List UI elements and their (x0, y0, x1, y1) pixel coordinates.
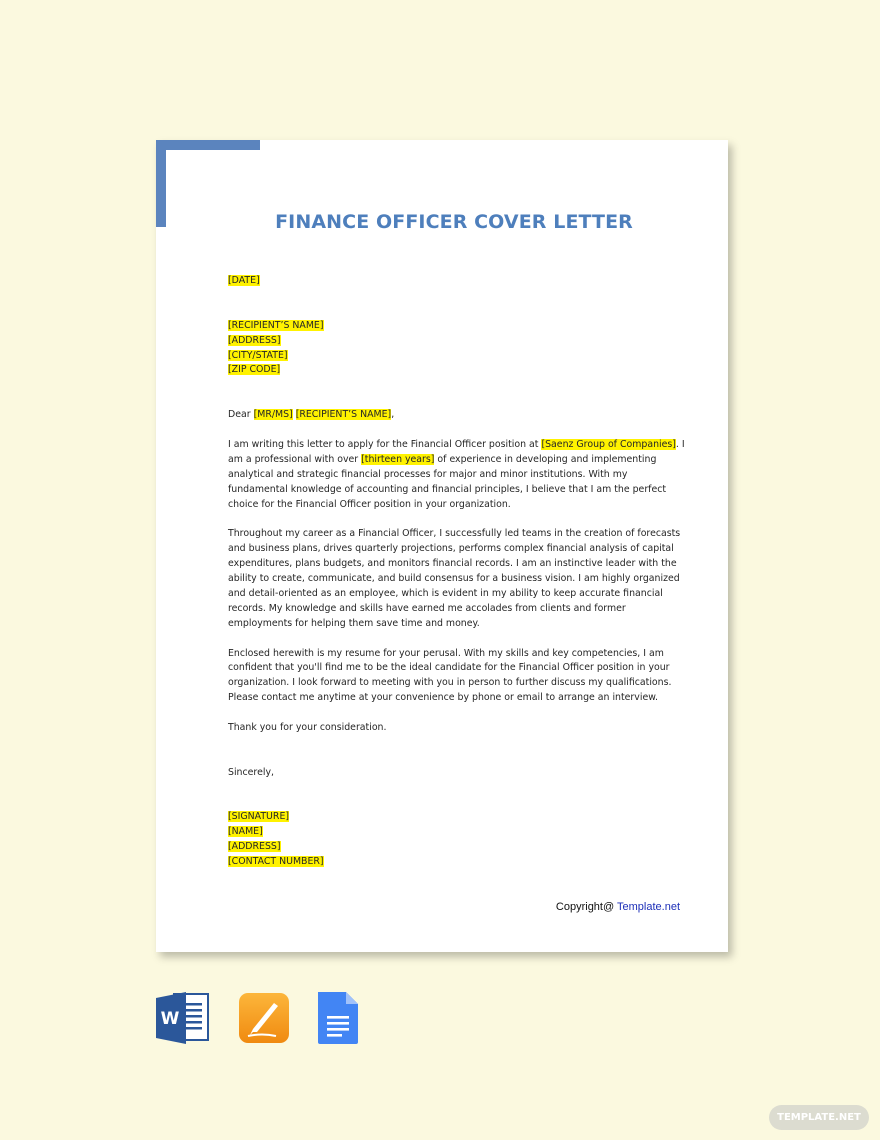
svg-text:W: W (160, 1009, 180, 1029)
letter-body (228, 274, 688, 870)
recipient-name: [RECIPIENT’S NAME] (228, 319, 324, 331)
salutation-name: [RECIPIENT’S NAME] (295, 409, 392, 421)
recipient-address: [ADDRESS] (228, 334, 281, 346)
years-placeholder: [thirteen years] (361, 453, 435, 465)
signature-block (228, 810, 688, 870)
salutation-title: [MR/MS] (253, 409, 293, 421)
word-icon[interactable] (156, 992, 212, 1048)
paragraph-intro: I am writing this letter to apply for the Financial Officer position at [Saenz Group of Companies]. I am a professional with over [thirteen years] of experience in developing and implementing analytical and strategic financial processes for major and minor institutions. With my fundamental knowledge of accounting and financial principles, I believe that I am the perfect choice for the Financial Officer position in your organization. (228, 438, 685, 510)
contact-number-placeholder: [CONTACT NUMBER] (228, 856, 324, 868)
name-placeholder: [NAME] (228, 826, 263, 838)
copyright-notice: Copyright@ Template.net (555, 901, 680, 913)
address-placeholder: [ADDRESS] (228, 841, 281, 853)
recipient-block (228, 319, 688, 379)
pages-icon[interactable] (238, 992, 290, 1048)
company-placeholder: [Saenz Group of Companies] (541, 438, 676, 450)
paragraph-closing: Enclosed herewith is my resume for your perusal. With my skills and key competencies, I am confident that you'll find me to be the ideal candidate for the Financial Officer position in your organization. I look forward to meeting with you in person to further discuss my qualifications. Please contact me anytime at your convenience by phone or email to arrange an interview. (228, 647, 672, 704)
recipient-city-state: [CITY/STATE] (228, 349, 288, 361)
corner-accent-horizontal (156, 140, 260, 150)
google-docs-icon[interactable] (316, 992, 360, 1048)
template-net-link[interactable]: Template.net (617, 901, 680, 913)
signature-placeholder: [SIGNATURE] (228, 811, 290, 823)
document-title: FINANCE OFFICER COVER LETTER (275, 211, 633, 233)
closing-line: Sincerely, (228, 766, 274, 778)
salutation: Dear [MR/MS] [RECIPIENT’S NAME], (228, 409, 395, 421)
template-net-badge: TEMPLATE.NET (769, 1105, 869, 1130)
recipient-zip: [ZIP CODE] (228, 364, 281, 376)
paragraph-experience: Throughout my career as a Financial Officer, I successfully led teams in the creation of forecasts and business plans, drives quarterly projections, performs complex financial analysis of capital expenditures, plans budgets, and monitors financial records. I am an instinctive leader with the ability to create, communicate, and build consensus for a business vision. I am highly organized and detail-oriented as an employee, which is evident in my ability to keep accurate financial records. My knowledge and skills have earned me accolades from clients and former employments for helping them save time and money. (228, 528, 681, 629)
date-line (228, 274, 688, 289)
letter-page (156, 140, 728, 952)
date-placeholder: [DATE] (228, 275, 260, 286)
thanks-line: Thank you for your consideration. (228, 722, 387, 734)
